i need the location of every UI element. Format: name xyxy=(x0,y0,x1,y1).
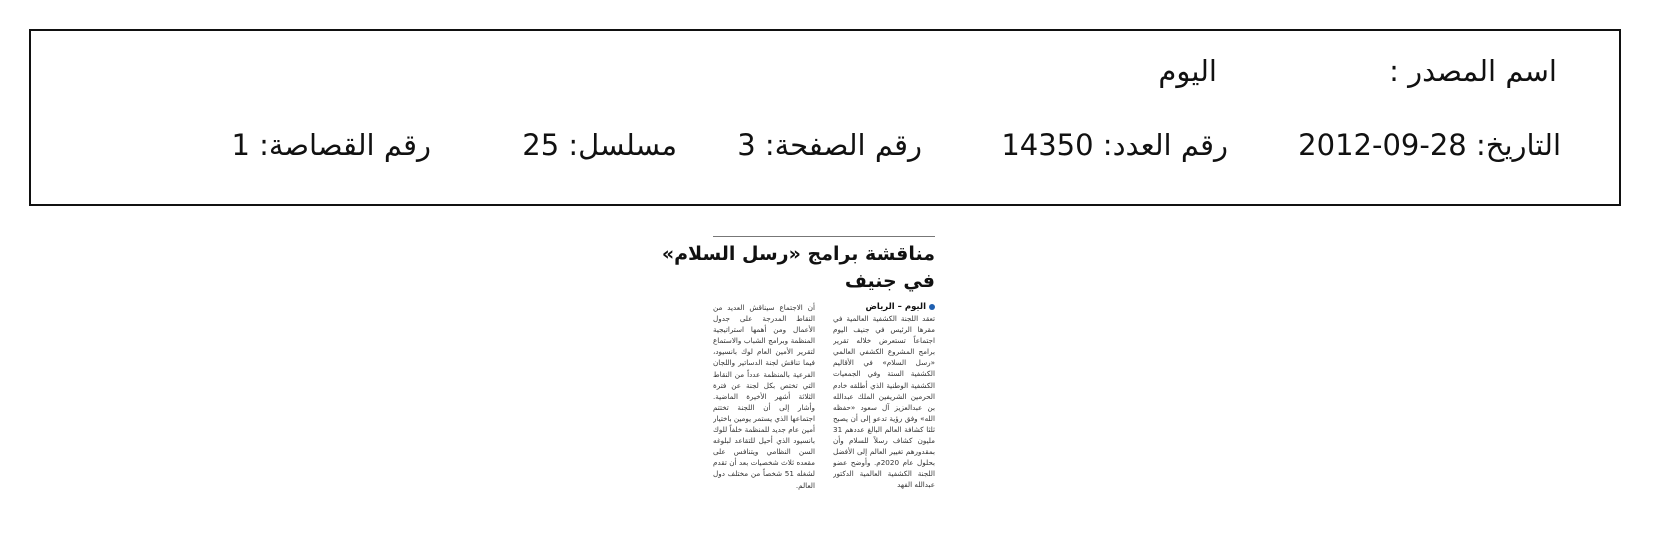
article-column-right: تعقد اللجنة الكشفية العالمية في مقرها الرئيس في جنيف اليوم اجتماعاً تستعرض خلاله تقرير برامج المشروع الكشفي العالمي «رسل السلام» في الأقاليم الكشفية الستة وفي الجمعيات الكشفية الوطنية الذي أطلقه خادم الحرمين الشريفين الملك عبدالله بن عبدالعزيز آل سعود «حفظه الله» وفق رؤية تدعو إلى أن يصبح ثلثا كشافة العالم البالغ عددهم 31 مليون كشاف رسلاً للسلام وأن بمقدورهم تغيير العالم إلى الأفضل بحلول عام 2020م. وأوضح عضو اللجنة الكشفية العالمية الدكتور عبدالله الفهد xyxy=(833,314,935,490)
clip-number-field: رقم القصاصة: 1 xyxy=(231,128,431,162)
headline-line-2: في جنيف xyxy=(844,270,935,292)
article-column-left: أن الاجتماع سيناقش العديد من النقاط المدرجة على جدول الأعمال ومن أهمها استراتيجية المنظمة وبرامج الشباب والاستماع لتقرير الأمين العام لوك بانسيود، فيما تناقش لجنة الدساتير واللجان الفرعية بالمنظمة عدداً من النقاط التي تختص بكل لجنة عن فترة الثلاثة أشهر الأخيرة الماضية. وأشار إلى أن اللجنة تختتم اجتماعها الذي يستمر يومين باختيار أمين عام جديد للمنظمة خلفاً للوك بانسيود الذي أحيل للتقاعد لبلوغه السن النظامي ويتنافس على مقعده ثلاث شخصيات بعد أن تقدم لشغله 51 شخصاً من مختلف دول العالم. xyxy=(713,303,815,490)
article-dateline xyxy=(865,302,935,312)
clipping-header-box xyxy=(29,29,1621,206)
bullet-icon xyxy=(929,304,935,310)
headline-line-1: مناقشة برامج «رسل السلام» xyxy=(661,243,935,265)
article-headline xyxy=(661,241,935,295)
date-field: التاريخ: 28-09-2012 xyxy=(1298,128,1561,162)
issue-number-field: رقم العدد: 14350 xyxy=(1001,128,1228,162)
source-label: اسم المصدر : xyxy=(1389,54,1557,88)
dateline-text: اليوم – الرياض xyxy=(865,302,926,312)
clipping-top-rule xyxy=(713,236,935,237)
page-number-field: رقم الصفحة: 3 xyxy=(737,128,922,162)
newspaper-clipping xyxy=(661,236,935,552)
serial-number-field: مسلسل: 25 xyxy=(522,128,677,162)
source-value: اليوم xyxy=(1158,54,1217,88)
